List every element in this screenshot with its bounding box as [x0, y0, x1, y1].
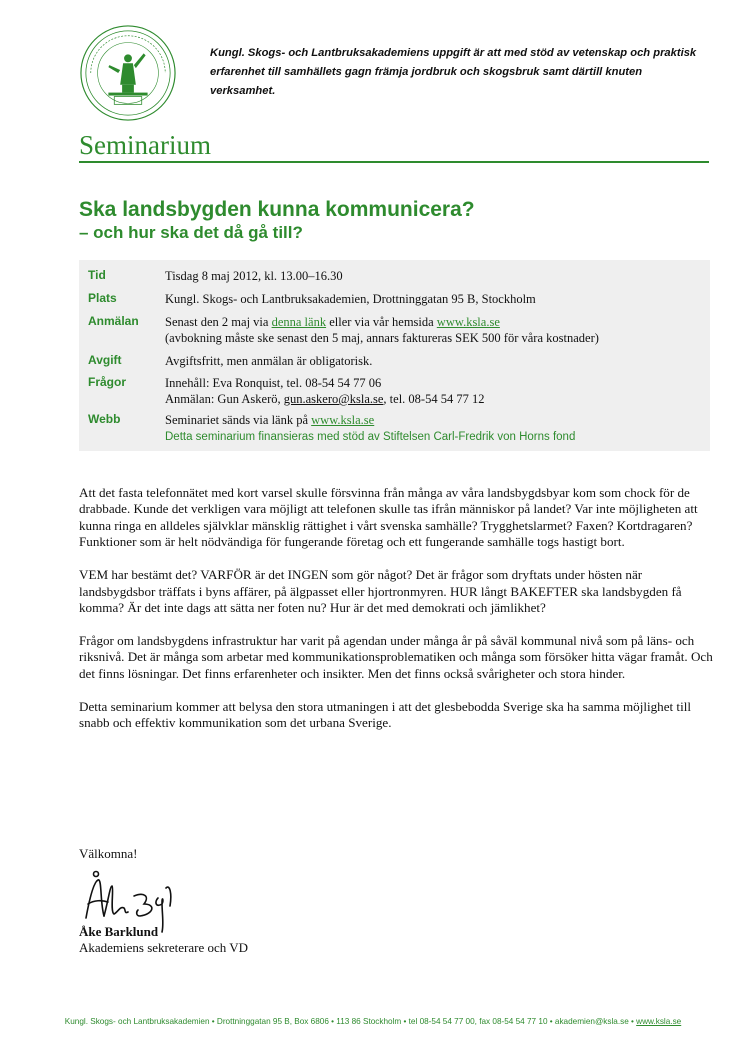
signer-name: Åke Barklund [79, 924, 159, 939]
website-link[interactable]: www.ksla.se [436, 315, 500, 329]
body-paragraph: Frågor om landsbygdens infrastruktur har varit på agendan under många år på såväl kommunal nivå som på läns- och riksnivå. Det är många som arbetar med kommunikationsproblematiken och många som försöker hitta vägar framåt. Och det finns lösningar. Det finns erfarenheter och insikter. Men det finns också svårigheter och stora hinder. [79, 632, 713, 681]
welcome-text: Välkomna! [79, 846, 138, 861]
footer-contact-text: Kungl. Skogs- och Lantbruksakademien • Drottninggatan 95 B, Box 6806 • 113 86 Stockholm • tel 08-54 54 77 00, fax 08-54 54 77 10 • akademien@ksla.se • [64, 1017, 637, 1026]
info-value-fee: Avgiftsfritt, men anmälan är obligatorisk. [165, 354, 373, 368]
registration-text: Senast den 2 maj via [165, 315, 272, 329]
section-title: Seminarium [79, 130, 211, 160]
body-paragraph: VEM har bestämt det? VARFÖR är det INGEN som gör något? Det är frågor som dryftats under hösten när landsbygdsbor träffats i byns affärer, på älgpasset eller hjortronmyren. HUR långt BAKEFTER ska landsbygden få komma? Är det inte dags att sätta ner foten nu? Hur är det med demokrati och jämlikhet? [79, 567, 682, 615]
seminar-title: Ska landsbygden kunna kommunicera? [79, 198, 475, 221]
seminar-heading [79, 197, 719, 243]
registration-link[interactable]: denna länk [271, 315, 327, 329]
info-value-place: Kungl. Skogs- och Lantbruksakademien, Drottninggatan 95 B, Stockholm [165, 292, 536, 306]
stream-website-link[interactable]: www.ksla.se [311, 413, 375, 427]
info-label-place: Plats [88, 291, 117, 305]
seminar-subtitle: – och hur ska det då gå till? [79, 223, 303, 242]
body-paragraph: Att det fasta telefonnätet med kort varsel skulle försvinna från många av våra landsbygdsbyar kom som chock för de drabbade. Kunde det verkligen vara möjligt att telefonen skulle tas ifrån människor på landet? Var inte möjligheten att kunna ringa en alldeles självklar mänsklig rättighet i vårt svenska samhälle? Trygghetslarmet? Faxen? Kortdragaren? Funktioner som är helt nödvändiga för fungerande företag och ett fungerande samhälle togs hastigt bort. [79, 485, 698, 550]
info-value-web [165, 412, 705, 445]
info-label-questions: Frågor [88, 375, 127, 389]
registration-text-mid: eller via vår hemsida [326, 315, 437, 329]
cancellation-note: (avbokning måste ske senast den 5 maj, annars faktureras SEK 500 för våra kostnader) [165, 331, 599, 345]
info-label-time: Tid [88, 268, 106, 282]
body-paragraph: Detta seminarium kommer att belysa den stora utmaningen i att det glesbebodda Sverige ska ha samma möjlighet till snabb och effektiv kommunikation som det urbana Sverige. [79, 698, 691, 730]
funding-note: Detta seminarium finansieras med stöd av Stiftelsen Carl-Fredrik von Horns fond [165, 431, 576, 443]
info-value-questions [165, 375, 705, 407]
contact-email-link[interactable]: gun.askero@ksla.se [283, 392, 384, 406]
info-value-time: Tisdag 8 maj 2012, kl. 13.00–16.30 [165, 269, 343, 283]
academy-seal-icon [79, 24, 177, 122]
info-label-registration: Anmälan [88, 314, 139, 328]
content-contact: Innehåll: Eva Ronquist, tel. 08-54 54 77 06 [165, 376, 382, 390]
footer [0, 1017, 746, 1026]
info-label-fee: Avgift [88, 353, 122, 367]
registration-contact: Anmälan: Gun Askerö, [165, 392, 284, 406]
signer-title: Akademiens sekreterare och VD [79, 940, 249, 955]
academy-mission-statement: Kungl. Skogs- och Lantbruksakademiens uppgift är att med stöd av vetenskap och praktisk erfarenhet till samhällets gagn främja jordbruk och skogsbruk samt därtill knuten verksamhet. [210, 47, 697, 97]
body-text [79, 485, 719, 748]
seminar-info-box [79, 260, 710, 451]
info-value-registration [165, 314, 705, 346]
footer-website-link[interactable]: www.ksla.se [636, 1017, 682, 1026]
info-label-web: Webb [88, 412, 121, 426]
signer-block [79, 924, 248, 956]
web-text: Seminariet sänds via länk på [165, 413, 312, 427]
section-divider [79, 161, 709, 163]
registration-contact-phone: , tel. 08-54 54 77 12 [383, 392, 485, 406]
